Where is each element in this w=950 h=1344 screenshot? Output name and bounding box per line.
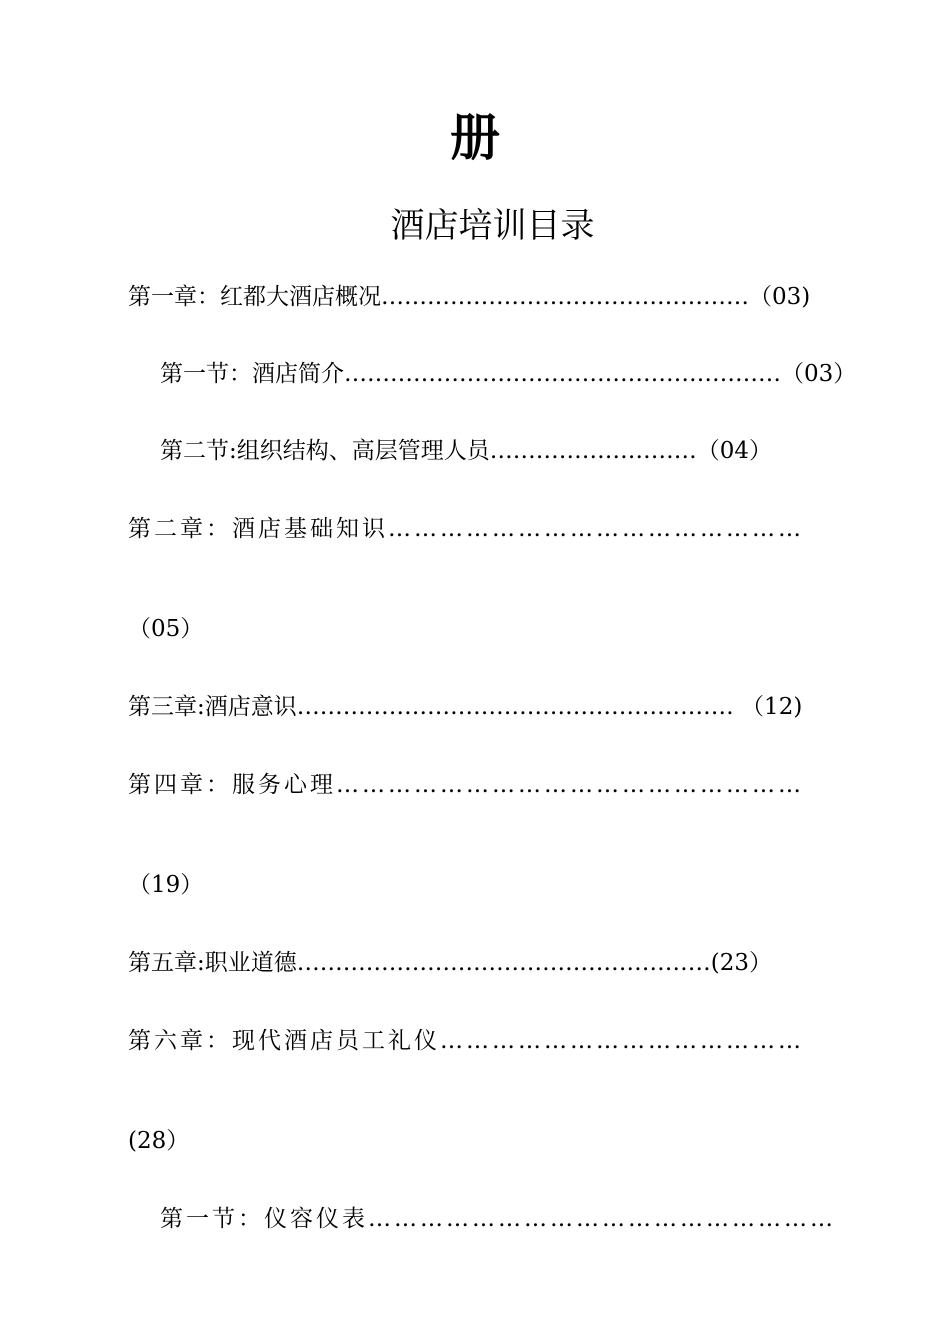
toc-entry-chapter-2-page: （05） (128, 616, 204, 642)
toc-title: 酒店培训目录 (390, 206, 595, 246)
toc-entry-chapter-1: 第一章：红都大酒店概况…………………………………………（03) (128, 284, 811, 310)
toc-entry-chapter-1-section-2: 第二节:组织结构、高层管理人员………………………（04） (160, 438, 773, 464)
toc-entry-chapter-4: 第四章：服务心理……………………………………………… (128, 772, 804, 798)
toc-entry-chapter-6-section-1: 第一节：仪容仪表……………………………………………… (160, 1206, 836, 1232)
toc-entry-chapter-5: 第五章:职业道德………………………………………………(23） (128, 950, 772, 976)
toc-entry-chapter-2: 第二章：酒店基础知识………………………………………… (128, 516, 804, 542)
header-big-char: 册 (450, 108, 500, 167)
toc-entry-chapter-6: 第六章：现代酒店员工礼仪…………………………………… (128, 1028, 804, 1054)
toc-entry-chapter-6-page: (28） (128, 1128, 190, 1154)
toc-entry-chapter-3: 第三章:酒店意识………………………………………………… （12) (128, 694, 803, 720)
toc-entry-chapter-1-section-1: 第一节：酒店简介…………………………………………………（03） (160, 361, 857, 387)
toc-entry-chapter-4-page: （19） (128, 872, 204, 898)
